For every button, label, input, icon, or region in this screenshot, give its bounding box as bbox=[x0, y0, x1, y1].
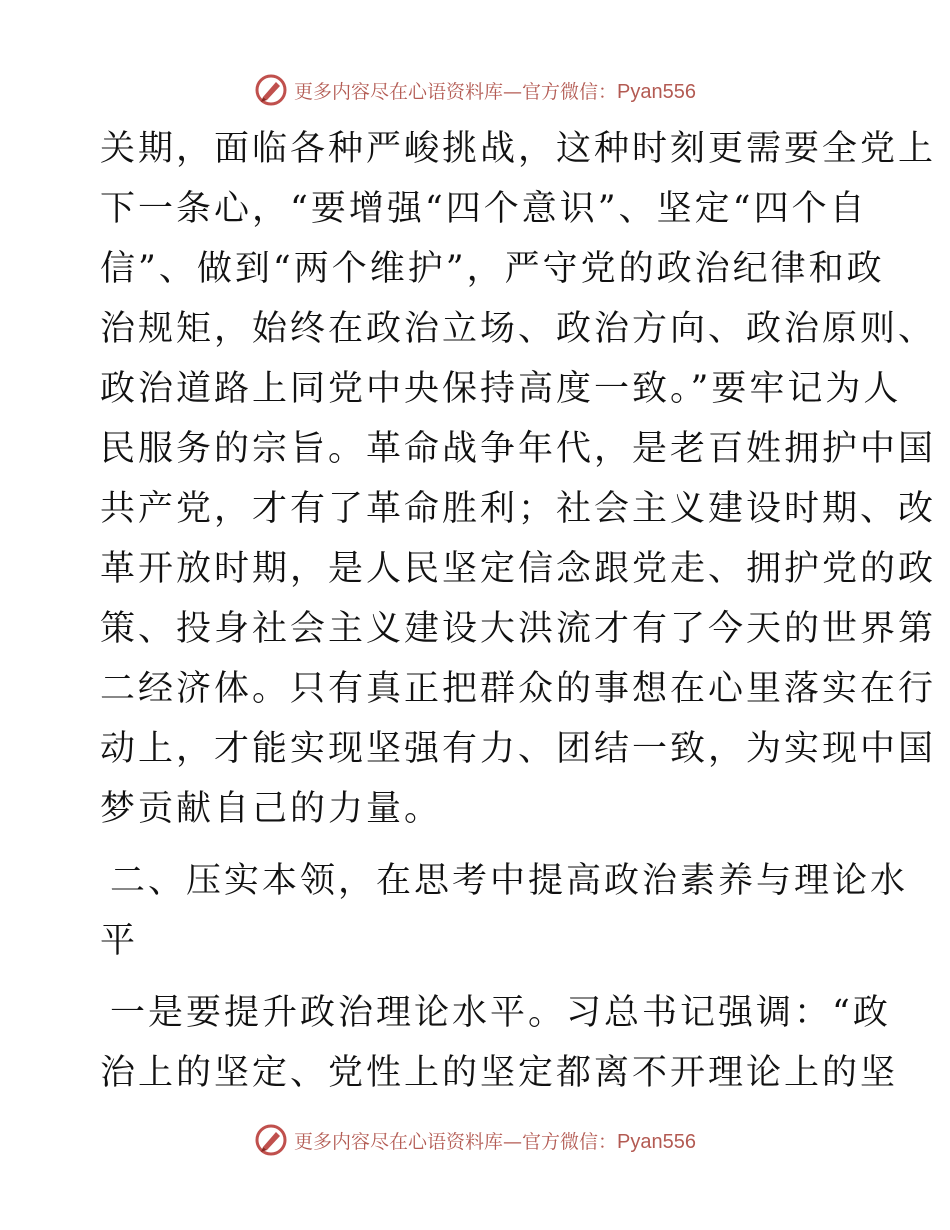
text-line: 关期，面临各种严峻挑战，这种时刻更需要全党上 bbox=[100, 129, 937, 169]
header-watermark bbox=[0, 70, 950, 110]
watermark-text: 更多内容尽在心语资料库—官方微信：Pyan556 bbox=[294, 1130, 696, 1153]
heading-line: 平 bbox=[100, 921, 139, 961]
paragraph-2 bbox=[100, 983, 899, 1103]
text-line: 政治道路上同党中央保持高度一致。”要牢记为人 bbox=[100, 369, 902, 409]
section-heading bbox=[100, 851, 909, 971]
watermark-text: 更多内容尽在心语资料库—官方微信：Pyan556 bbox=[294, 80, 696, 103]
text-line: 治规矩，始终在政治立场、政治方向、政治原则、 bbox=[100, 309, 937, 349]
text-line: 梦贡献自己的力量。 bbox=[100, 789, 443, 829]
text-line: 民服务的宗旨。革命战争年代，是老百姓拥护中国 bbox=[100, 429, 937, 469]
text-line: 革开放时期，是人民坚定信念跟党走、拥护党的政 bbox=[100, 549, 937, 589]
paragraph-1 bbox=[100, 119, 937, 839]
document-body bbox=[100, 119, 937, 1103]
text-line: 动上，才能实现坚强有力、团结一致，为实现中国 bbox=[100, 729, 937, 769]
text-line: 一是要提升政治理论水平。习总书记强调：“政 bbox=[110, 993, 891, 1033]
heading-line: 二、压实本领，在思考中提高政治素养与理论水 bbox=[110, 861, 909, 901]
text-line: 共产党，才有了革命胜利；社会主义建设时期、改 bbox=[100, 489, 937, 529]
pen-seal-logo-icon bbox=[254, 1123, 288, 1157]
text-line: 策、投身社会主义建设大洪流才有了今天的世界第 bbox=[100, 609, 937, 649]
text-line: 二经济体。只有真正把群众的事想在心里落实在行 bbox=[100, 669, 937, 709]
footer-watermark bbox=[0, 1120, 950, 1160]
pen-seal-logo-icon bbox=[254, 73, 288, 107]
text-line: 治上的坚定、党性上的坚定都离不开理论上的坚 bbox=[100, 1053, 899, 1093]
text-line: 下一条心，“要增强“四个意识”、坚定“四个自 bbox=[100, 189, 868, 229]
text-line: 信”、做到“两个维护”，严守党的政治纪律和政 bbox=[100, 249, 885, 289]
